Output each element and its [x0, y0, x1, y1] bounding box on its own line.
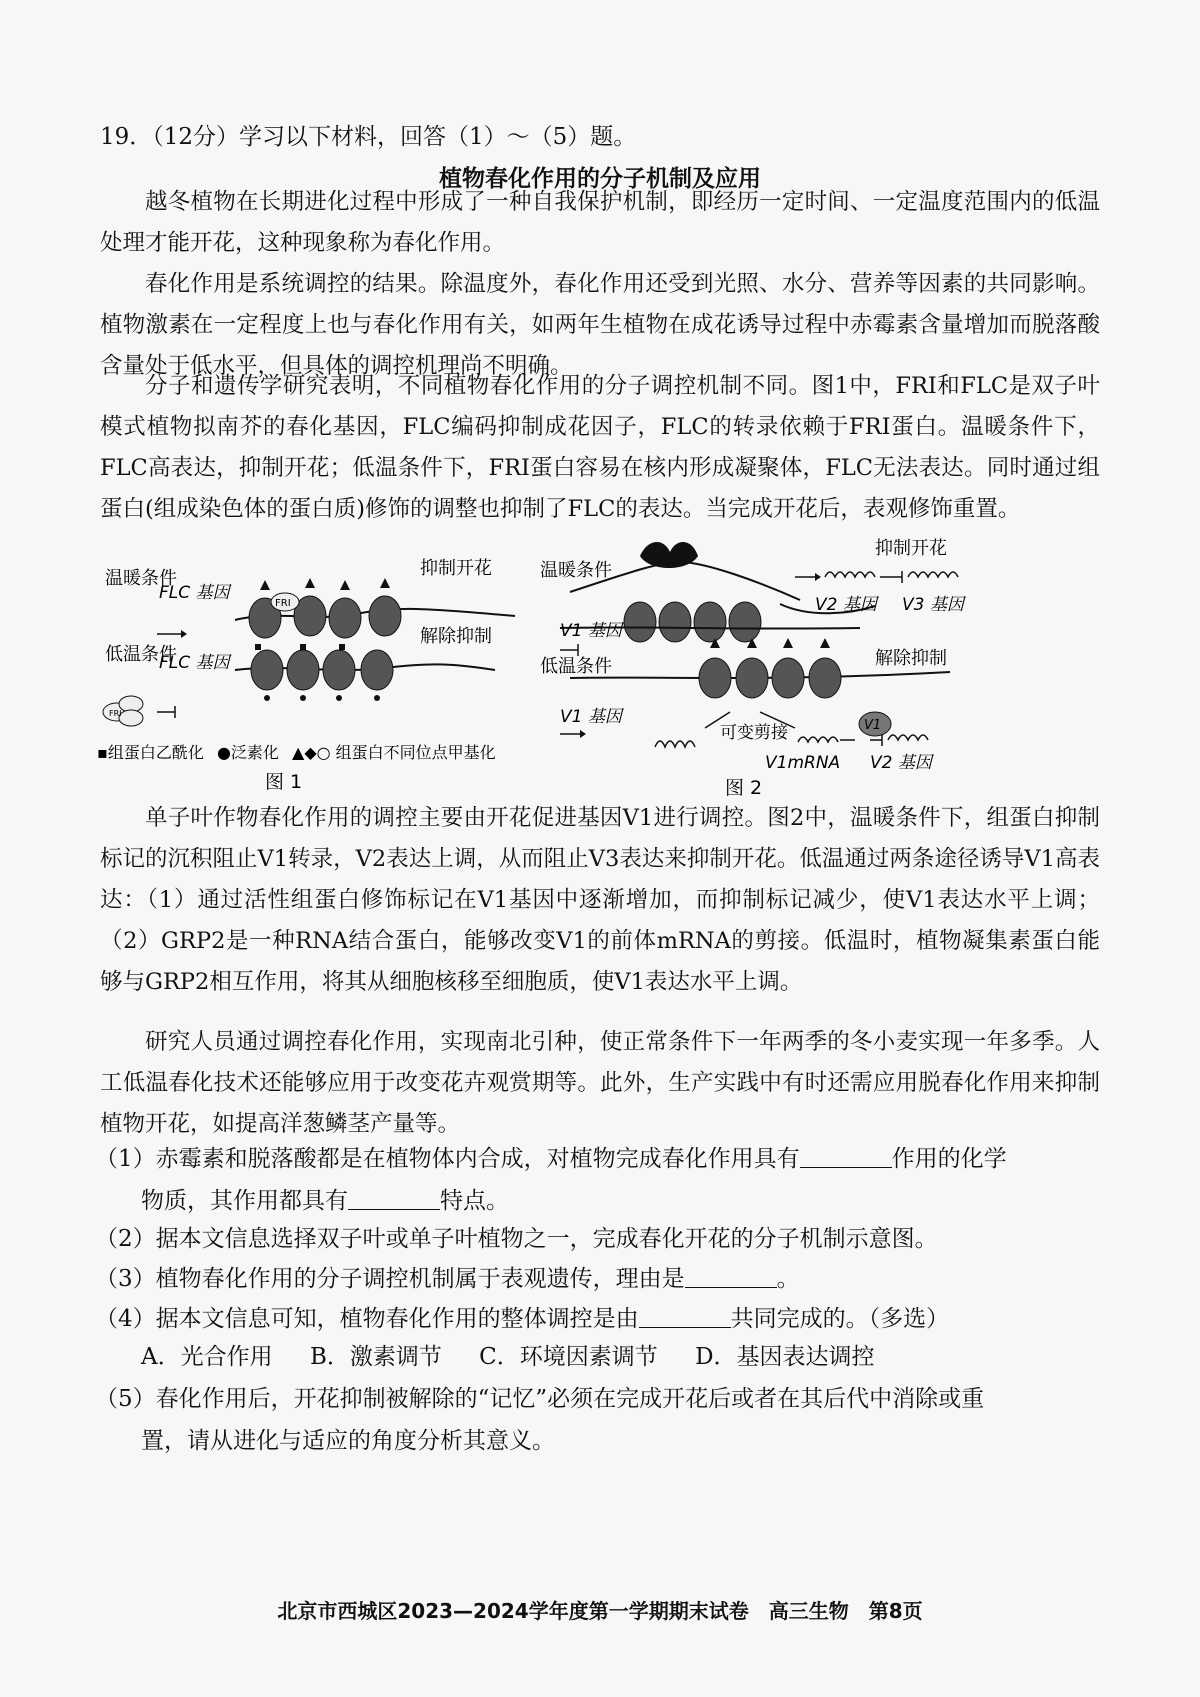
fig1-flc-gene-cold: FLC 基因: [159, 653, 230, 673]
fig1-cold-label: 低温条件: [105, 644, 177, 665]
option-b[interactable]: B．激素调节: [309, 1344, 442, 1370]
subquestion-4: （4）据本文信息可知，植物春化作用的整体调控是由 共同完成的。（多选）: [95, 1306, 950, 1332]
fig1-warm-label: 温暖条件: [105, 568, 177, 589]
paragraph-3: 分子和遗传学研究表明，不同植物春化作用的分子调控机制不同。图1中，FRI和FLC是双子叶模式植物拟南芥的春化基因，FLC编码抑制成花因子，FLC的转录依赖于FRI蛋白。温暖条件下，FLC高表达，抑制开花；低温条件下，FRI蛋白容易在核内形成凝聚体，FLC无法表达。同时通过组蛋白(组成染色体的蛋白质)修饰的调整也抑制了FLC的表达。当完成开花后，表观修饰重置。: [100, 373, 1100, 522]
fig1-fri-warm: FRI: [275, 598, 291, 609]
subquestion-5: （5）春化作用后，开花抑制被解除的“记忆”必须在完成开花后或者在其后代中消除或重 置，请从进化与适应的角度分析其意义。: [95, 1386, 985, 1454]
figure-2: [530, 532, 1100, 802]
subquestion-1: （1）赤霉素和脱落酸都是在植物体内合成，对植物完成春化作用具有 作用的化学 物质，其作用都具有 特点。: [95, 1146, 1007, 1214]
answer-blank-1a[interactable]: [800, 1144, 892, 1168]
subquestion-2: （2）据本文信息选择双子叶或单子叶植物之一，完成春化开花的分子机制示意图。: [95, 1226, 938, 1252]
fig2-v1-gene-cold: V1 基因: [560, 707, 622, 727]
fig2-cold-label: 低温条件: [540, 656, 612, 677]
article-title: 植物春化作用的分子机制及应用: [439, 166, 761, 192]
fig2-protein-blob: [640, 542, 698, 568]
answer-blank-4[interactable]: [639, 1304, 731, 1328]
question-header: 19．（12分）学习以下材料，回答（1）～（5）题。: [100, 124, 637, 150]
fig1-cold-nucleosomes: [251, 650, 393, 701]
fig1-inhibit-label: 抑制开花: [420, 558, 492, 579]
fig2-v1-protein: V1: [864, 718, 882, 733]
answer-blank-3[interactable]: [685, 1264, 777, 1288]
fig2-v3-gene: V3 基因: [902, 595, 964, 615]
paragraph-1: 越冬植物在长期进化过程中形成了一种自我保护机制，即经历一定时间、一定温度范围内的低温处理才能开花，这种现象称为春化作用。: [100, 189, 1100, 256]
fig2-warm-nucleosomes: [624, 602, 761, 642]
fig1-flc-gene-warm: FLC 基因: [159, 583, 230, 603]
fig2-warm-label: 温暖条件: [540, 560, 612, 581]
figure-1: [95, 552, 565, 802]
option-c[interactable]: C．环境因素调节: [479, 1344, 658, 1370]
fig2-v1-gene-warm: V1 基因: [560, 621, 622, 641]
fig2-caption: 图 2: [725, 777, 763, 799]
fig2-v1mrna-label: V1mRNA: [765, 753, 841, 773]
fig2-v2-gene-top: V2 基因: [815, 595, 877, 615]
fig1-legend: ▪组蛋白乙酰化 ●泛素化 ▲◆○ 组蛋白不同位点甲基化: [97, 743, 496, 762]
answer-blank-1b[interactable]: [348, 1186, 440, 1210]
fig2-splice-label: 可变剪接: [720, 723, 788, 743]
paragraph-5: 研究人员通过调控春化作用，实现南北引种，使正常条件下一年两季的冬小麦实现一年多季。人工低温春化技术还能够应用于改变花卉观赏期等。此外，生产实践中有时还需应用脱春化作用来抑制植物开花，如提高洋葱鳞茎产量等。: [100, 1029, 1100, 1137]
subquestion-4-options: [141, 1338, 905, 1371]
fig1-warm-nucleosomes: [249, 578, 401, 650]
paragraph-2: 春化作用是系统调控的结果。除温度外，春化作用还受到光照、水分、营养等因素的共同影响。植物激素在一定程度上也与春化作用有关，如两年生植物在成花诱导过程中赤霉素含量增加而脱落酸含量处于低水平，但具体的调控机理尚不明确。: [100, 271, 1100, 379]
fig2-inhibit-label: 抑制开花: [875, 538, 947, 559]
fig2-v2-gene-bottom: V2 基因: [870, 753, 932, 773]
option-d[interactable]: D．基因表达调控: [695, 1344, 875, 1370]
option-a[interactable]: A．光合作用: [141, 1344, 273, 1370]
fig2-release-label: 解除抑制: [875, 648, 947, 669]
fig1-release-label: 解除抑制: [420, 626, 492, 647]
subquestion-3: （3）植物春化作用的分子调控机制属于表观遗传，理由是 。: [95, 1266, 800, 1292]
page-footer: 北京市西城区2023—2024学年度第一学期期末试卷 高三生物 第8页: [277, 1599, 923, 1623]
fig1-caption: 图 1: [265, 771, 303, 793]
fig2-cold-nucleosomes: [699, 638, 841, 698]
paragraph-4: 单子叶作物春化作用的调控主要由开花促进基因V1进行调控。图2中，温暖条件下，组蛋白抑制标记的沉积阻止V1转录，V2表达上调，从而阻止V3表达来抑制开花。低温通过两条途径诱导V1高表达：（1）通过活性组蛋白修饰标记在V1基因中逐渐增加，而抑制标记减少，使V1表达水平上调；（2）GRP2是一种RNA结合蛋白，能够改变V1的前体mRNA的剪接。低温时，植物凝集素蛋白能够与GRP2相互作用，将其从细胞核移至细胞质，使V1表达水平上调。: [100, 805, 1100, 995]
fig1-fri-cold: FRI: [109, 709, 122, 718]
